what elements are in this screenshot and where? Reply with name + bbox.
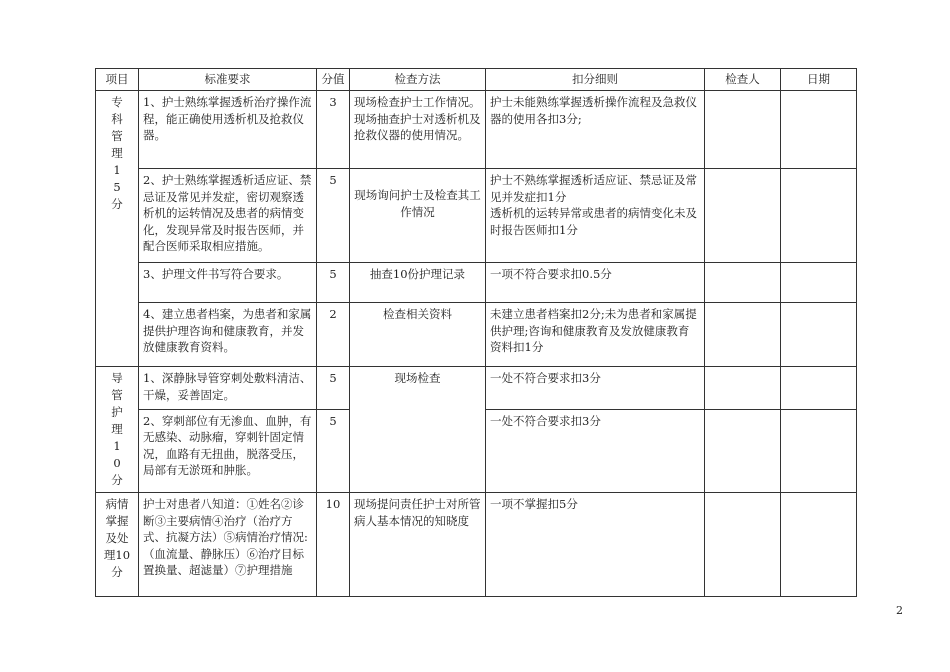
page-number: 2 xyxy=(896,604,903,617)
method-cell: 抽查10份护理记录 xyxy=(350,263,486,303)
header-standard: 标准要求 xyxy=(139,69,317,91)
score-cell: 3 xyxy=(317,91,350,169)
deduction-cell: 护士未能熟练掌握透析操作流程及急救仪器的使用各扣3分; xyxy=(486,91,705,169)
score-cell: 5 xyxy=(317,367,350,410)
category-cell xyxy=(96,493,139,597)
table-row xyxy=(96,493,857,597)
date-cell[interactable] xyxy=(781,169,857,263)
header-inspector: 检查人 xyxy=(705,69,781,91)
date-cell[interactable] xyxy=(781,493,857,597)
category-label: 导管护理10分 xyxy=(111,371,123,487)
deduction-cell: 一处不符合要求扣3分 xyxy=(486,367,705,410)
inspector-cell[interactable] xyxy=(705,493,781,597)
inspector-cell[interactable] xyxy=(705,303,781,367)
method-cell: 现场提问责任护士对所管病人基本情况的知晓度 xyxy=(350,493,486,597)
deduction-cell: 一处不符合要求扣3分 xyxy=(486,409,705,492)
method-cell: 现场检查护士工作情况。现场抽查护士对透析机及抢救仪器的使用情况。 xyxy=(350,91,486,169)
inspector-cell[interactable] xyxy=(705,169,781,263)
standard-cell: 3、护理文件书写符合要求。 xyxy=(139,263,317,303)
inspector-cell[interactable] xyxy=(705,263,781,303)
standard-cell: 2、穿刺部位有无渗血、血肿，有无感染、动脉瘤，穿刺针固定情况，血路有无扭曲，脱落受压，局部有无淤斑和肿胀。 xyxy=(139,409,317,492)
inspector-cell[interactable] xyxy=(705,91,781,169)
deduction-cell: 一项不符合要求扣0.5分 xyxy=(486,263,705,303)
date-cell[interactable] xyxy=(781,303,857,367)
date-cell[interactable] xyxy=(781,263,857,303)
table-row xyxy=(96,91,857,169)
date-cell[interactable] xyxy=(781,91,857,169)
standard-cell: 4、建立患者档案，为患者和家属提供护理咨询和健康教育，并发放健康教育资料。 xyxy=(139,303,317,367)
category-label: 病情掌握及处理10分 xyxy=(103,497,131,579)
table-row xyxy=(96,263,857,303)
date-cell[interactable] xyxy=(781,409,857,492)
header-item: 项目 xyxy=(96,69,139,91)
header-date: 日期 xyxy=(781,69,857,91)
inspection-table xyxy=(95,68,857,597)
standard-cell: 1、深静脉导管穿刺处敷料清洁、干燥，妥善固定。 xyxy=(139,367,317,410)
score-cell: 5 xyxy=(317,409,350,492)
standard-cell: 1、护士熟练掌握透析治疗操作流程，能正确使用透析机及抢救仪器。 xyxy=(139,91,317,169)
inspector-cell[interactable] xyxy=(705,367,781,410)
method-cell: 检查相关资料 xyxy=(350,303,486,367)
category-label: 专科管理15分 xyxy=(111,95,123,211)
deduction-cell: 一项不掌握扣5分 xyxy=(486,493,705,597)
score-cell: 2 xyxy=(317,303,350,367)
score-cell: 5 xyxy=(317,169,350,263)
header-deduction: 扣分细则 xyxy=(486,69,705,91)
table-row xyxy=(96,303,857,367)
table-row xyxy=(96,367,857,410)
score-cell: 5 xyxy=(317,263,350,303)
standard-cell: 2、护士熟练掌握透析适应证、禁忌证及常见并发症，密切观察透析机的运转情况及患者的病情变化，发现异常及时报告医师，并配合医师采取相应措施。 xyxy=(139,169,317,263)
header-score: 分值 xyxy=(317,69,350,91)
standard-cell: 护士对患者八知道：①姓名②诊断③主要病情④治疗（治疗方式、抗凝方法）⑤病情治疗情况:（血流量、静脉压）⑥治疗目标置换量、超滤量）⑦护理措施 xyxy=(139,493,317,597)
category-cell xyxy=(96,367,139,493)
date-cell[interactable] xyxy=(781,367,857,410)
deduction-cell: 未建立患者档案扣2分;未为患者和家属提供护理;咨询和健康教育及发放健康教育资料扣1分 xyxy=(486,303,705,367)
method-cell: 现场询问护士及检查其工作情况 xyxy=(350,169,486,263)
table-row xyxy=(96,169,857,263)
method-cell: 现场检查 xyxy=(350,367,486,493)
inspector-cell[interactable] xyxy=(705,409,781,492)
deduction-cell: 护士不熟练掌握透析适应证、禁忌证及常见并发症扣1分 透析机的运转异常或患者的病情变化未及时报告医师扣1分 xyxy=(486,169,705,263)
header-method: 检查方法 xyxy=(350,69,486,91)
header-row xyxy=(96,69,857,91)
category-cell xyxy=(96,91,139,367)
score-cell: 10 xyxy=(317,493,350,597)
